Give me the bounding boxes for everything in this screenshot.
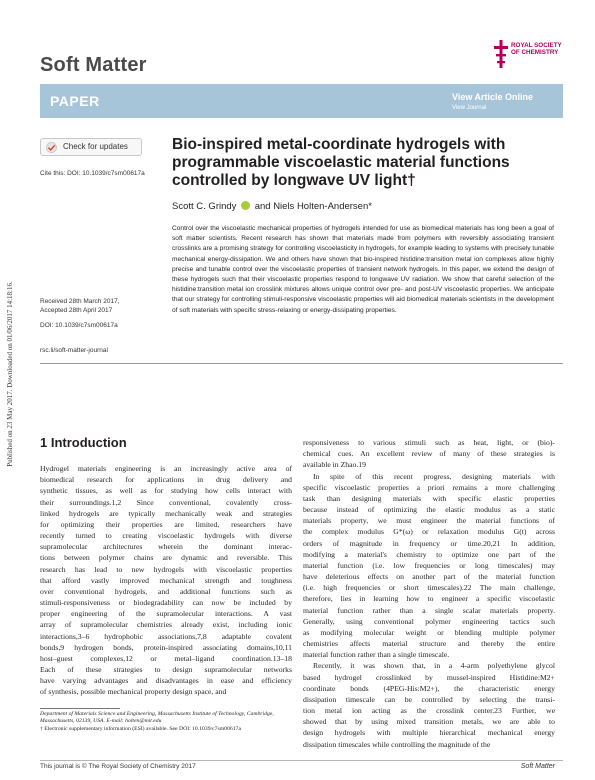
article-title: Bio-inspired metal-coordinate hydrogels with programmable viscoelastic material functions controlled by longwave UV light† [172,136,510,189]
footnote-rule [40,708,120,709]
author-first[interactable]: Scott C. Grindy [172,201,237,212]
text-line: chemistries affects material structure and thereby the entire [303,639,555,649]
text-line: over conventional hydrogels, and additional functions such as [40,586,292,596]
check-for-updates-button[interactable] [40,138,142,156]
text-line: of synthesis, possible mechanical property design space, and [40,687,227,697]
author-rest[interactable]: and Niels Holten-Andersen* [254,201,372,212]
text-line: orders of magnitude in frequency or time.20,21 In addition, [303,538,555,548]
text-line: responsiveness to various stimuli such as heat, light, or (bio)- [303,438,555,447]
text-line: array of supramolecular chemistries already exist, including ionic [40,620,292,630]
page-footer-rule [40,760,563,761]
text-line: therefore, lies in learning how to engineer a specific viscoelastic [303,594,555,604]
text-line: because instead of optimizing the elastic modulus as a static [303,505,555,515]
text-line: research has lead to new hydrogels with viscoelastic properties [40,564,292,574]
text-line: task than designing materials with specific elastic properties [303,493,555,503]
text-line: tions between polymer chains are dynamic and reversible. This [40,553,292,563]
text-line: (i.e. high frequencies or short timescales).22 The main challenge, [303,583,555,593]
text-line: proper engineering of the supramolecular interactions. A vast [40,609,292,619]
download-side-note-text: Published on 23 May 2017. Downloaded on 01/06/2017 14:18:16. [6,281,14,467]
text-line: material function rather than a single scalar materials property. [303,605,555,615]
text-line: biomedical research for applications in drug delivery and [40,475,292,485]
article-type-label: PAPER [50,93,100,109]
text-line: Generally, using conventional polymer engineering tactics such [303,616,555,626]
text-line: design hydrogels with multiple hierarchical mechanical energy [303,728,555,738]
abstract: Control over the viscoelastic mechanical properties of hydrogels intended for use as biomedical materials has long been a goal of soft matter scientists. Recent research has shown that materials made from polymers with reversibly associating transient crosslinks are a promising strategy for controlling viscoelasticity in hydrogels, for example leading to systems with precisely tunable mechanical energy-dissipation. We and others have shown that bio-inspired histidine:transition metal ion complexes allow highly precise and tunable control over the viscoelastic properties of transient network hydrogels. In this paper, we extend the design of these hydrogels such that their viscoelastic properties respond to longwave UV radiation. We show that careful selection of the histidine:transition metal ion crosslink mixtures allows unique control over pre- and post-UV viscoelastic properties. We anticipate that our strategy for controlling stimuli-responsive viscoelastic properties will aid biomedical materials scientists in the development of soft materials with specific stress-relaxing or energy-dissipating properties. [172,225,554,314]
text-line: that afford vastly improved mechanical strength and toughness [40,575,292,585]
text-line: linked hydrogels are typically mechanically weak and strategies [40,508,292,518]
article-history [40,298,120,315]
text-line: bonds,9 hydrogen bonds, protein-inspired associating domains,10,11 [40,642,292,652]
publisher-logo-line2: OF CHEMISTRY [511,49,559,57]
text-line: synthetic tissues, as well as for studying how cells interact with [40,486,292,496]
view-journal-link[interactable]: View Journal [452,105,487,111]
text-line: tion metal ion acting as the crosslink center.23 Further, we [303,706,555,716]
text-line: supramolecular architectures wherein the dominant interac- [40,542,292,552]
journal-short-link[interactable]: rsc.li/soft-matter-journal [40,347,108,354]
text-line: Each of these strategies to design supramolecular networks [40,665,292,675]
text-line: have varying advantages and disadvantages in ease and efficiency [40,676,292,686]
footnotes [40,711,292,733]
section-heading-introduction: 1 Introduction [40,435,127,450]
text-line: coordinate bonds (4PEG-His:M2+), the characteristic energy [303,683,555,693]
publisher-logo-line1: ROYAL SOCIETY [511,42,562,49]
text-line: material function rather than a single timescale. [303,650,450,660]
article-doi[interactable]: DOI: 10.1039/c7sm00617a [40,322,118,329]
text-line: specific viscoelastic properties a priori remains a more challenging [303,482,555,492]
text-line: recently turned to creating viscoelastic hydrogels with diverse [40,531,292,541]
text-line: based hydrogel crosslinked by mussel-inspired Histidine:M2+ [303,672,555,682]
author-list [172,201,372,212]
check-updates-icon [46,142,57,153]
orcid-icon[interactable] [241,201,250,210]
journal-footer: Soft Matter [520,763,555,770]
text-line: for optimizing their properties are limited, researchers have [40,519,292,529]
accepted-date: Accepted 28th April 2017 [40,306,113,314]
text-line: Hydrogel materials engineering is an increasingly active area of [40,464,292,473]
journal-title: Soft Matter [40,54,147,76]
text-line: modifying a material's chemistry to optimize one part of the [303,549,555,559]
text-line: the complex modulus G*(ω) or relaxation modulus G(t) across [303,527,555,537]
text-line: their surroundings.1,2 Since conventional, covalently cross- [40,497,292,507]
check-for-updates-label: Check for updates [63,142,128,151]
text-line: In spite of this recent progress, designing materials with [313,471,555,481]
publisher-logo[interactable] [494,38,564,74]
body-column-left [40,463,292,698]
received-date: Received 28th March 2017, [40,298,120,305]
view-article-online-link[interactable]: View Article Online [452,92,534,102]
text-line: material function (i.e. low frequencies or long timescales) may [303,560,555,570]
text-line: have deleterious effects on another part of the material function [303,572,555,582]
cite-this-doi: Cite this: DOI: 10.1039/c7sm00617a [40,170,145,177]
body-column-right [303,437,555,750]
text-line: as modifying molecular weight or blending multiple polymer [303,627,555,637]
footnote-affiliation: Department of Materials Science and Engineering, Massachusetts Institute of Technology, Cambridge, Massachusetts, 02139, USA. E-mail: holten@mit.edu [40,711,274,725]
publisher-logo-text [511,42,562,56]
text-line: dissipation timescale can be controlled by selecting the transi- [303,694,555,704]
text-line: interactions,3–6 hydrophobic associations,7,8 adaptable covalent [40,631,292,641]
text-line: host–guest complexes,12 or metal–ligand coordination.13–18 [40,653,292,663]
text-line: stimuli-responsiveness or biodegradability can now be included by [40,598,292,608]
text-line: chemical cues. An excellent review of many of these strategies is [303,449,555,459]
text-line: showed that by using mixed transition metals, we are able to [303,717,555,727]
text-line: Recently, it was shown that, in a 4-arm polyethylene glycol [313,661,555,671]
text-line: dissipation timescales while controlling the magnitude of the [303,739,491,749]
article-type-banner [40,84,563,118]
copyright-footer: This journal is © The Royal Society of Chemistry 2017 [40,763,196,770]
text-line: available in Zhao.19 [303,460,366,470]
text-line: materials property, we must engineer the material functions of [303,516,555,526]
footnote-esi: † Electronic supplementary information (ESI) available. See DOI: 10.1039/c7sm00617a [40,725,241,732]
abstract-divider [40,363,563,364]
download-side-note [3,215,13,535]
rsc-emblem-icon [494,40,508,68]
